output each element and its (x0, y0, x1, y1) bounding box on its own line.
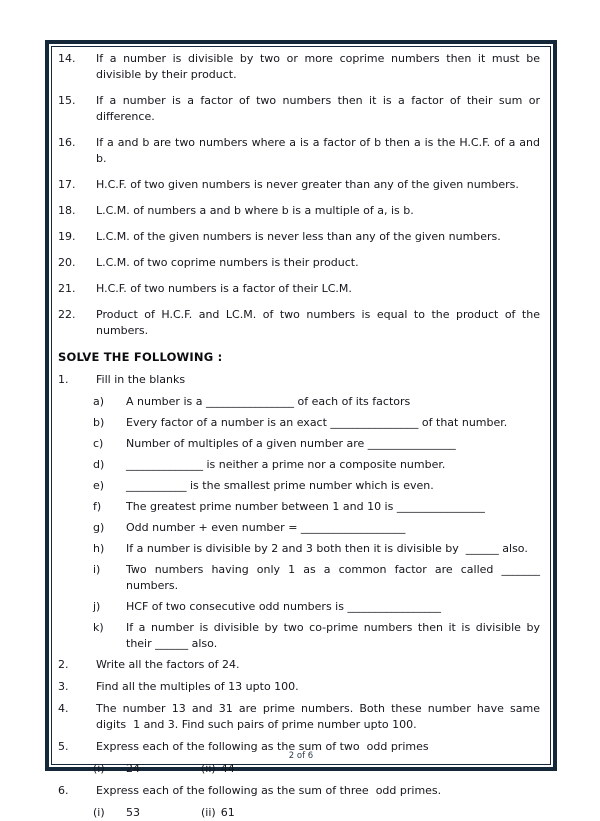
statement-row (58, 203, 540, 219)
statement-number: 20. (58, 256, 76, 269)
subitem-row (93, 415, 540, 431)
subitem-row (93, 599, 540, 615)
subitem-row (93, 541, 540, 557)
statement-text: L.C.M. of numbers a and b where b is a multiple of a, is b. (96, 204, 414, 217)
statement-number: 14. (58, 52, 76, 65)
problem-text: The number 13 and 31 are prime numbers. Both these number have same digits 1 and 3. Find such pairs of prime number upto 100. (96, 702, 544, 731)
problem-number: 3. (58, 680, 69, 693)
problem-text: Express each of the following as the sum of three odd primes. (96, 784, 442, 797)
problem-number: 4. (58, 702, 69, 715)
worksheet-content (51, 46, 551, 819)
subitem-text: Two numbers having only 1 as a common factor are called _______ numbers. (126, 563, 544, 592)
subitem-letter: j) (93, 600, 101, 613)
statement-text: H.C.F. of two given numbers is never greater than any of the given numbers. (96, 178, 519, 191)
worksheet-page-frame (45, 40, 557, 819)
part-label: (i) (93, 762, 105, 775)
subitem-letter: k) (93, 621, 104, 634)
subitem-letter: d) (93, 458, 105, 471)
problem-row (58, 783, 540, 799)
problem-number: 5. (58, 740, 69, 753)
subitem-row (93, 457, 540, 473)
statement-row (58, 135, 544, 167)
subitem-row (93, 394, 540, 410)
subitem-row (93, 520, 540, 536)
subitem-letter: g) (93, 521, 105, 534)
statement-text: L.C.M. of two coprime numbers is their product. (96, 256, 359, 269)
subitem-text: Odd number + even number = ___________________ (126, 521, 406, 534)
problem-row (58, 657, 540, 673)
statement-row (58, 93, 544, 125)
subitem-text: Number of multiples of a given number are ________________ (126, 437, 456, 450)
statement-number: 22. (58, 308, 76, 321)
statement-text: L.C.M. of the given numbers is never less than any of the given numbers. (96, 230, 501, 243)
subitem-row (93, 562, 544, 594)
subitem-letter: e) (93, 479, 105, 492)
problem-text: Fill in the blanks (96, 373, 186, 386)
subitem-text: The greatest prime number between 1 and 10 is ________________ (126, 500, 485, 513)
part-value: 24 (126, 762, 140, 775)
problem-number: 6. (58, 784, 69, 797)
statement-row (58, 229, 540, 245)
problem-number: 1. (58, 373, 69, 386)
subitem-row (93, 478, 540, 494)
problem-number: 2. (58, 658, 69, 671)
subitem-text: ___________ is the smallest prime number which is even. (126, 479, 434, 492)
problem-text: Find all the multiples of 13 upto 100. (96, 680, 299, 693)
parts-row (93, 805, 540, 821)
subitem-text: Every factor of a number is an exact ________________ of that number. (126, 416, 508, 429)
statement-row (58, 177, 540, 193)
subitem-letter: i) (93, 563, 101, 576)
statement-text: H.C.F. of two numbers is a factor of their LC.M. (96, 282, 352, 295)
problem-row (58, 701, 544, 733)
subitem-row (93, 436, 540, 452)
subitem-row (93, 620, 544, 652)
part-value: 53 (126, 806, 140, 819)
statement-number: 15. (58, 94, 76, 107)
subitem-letter: b) (93, 416, 105, 429)
subitem-text: HCF of two consecutive odd numbers is _________________ (126, 600, 441, 613)
subitem-letter: c) (93, 437, 104, 450)
part-label: (i) (93, 806, 105, 819)
part-label: (ii) (201, 762, 216, 775)
page-number: 2 of 6 (288, 751, 314, 761)
parts-row (93, 761, 540, 777)
problem-row (58, 372, 540, 388)
statement-text: If a number is divisible by two or more coprime numbers then it must be divisible by their product. (96, 52, 544, 81)
statement-number: 18. (58, 204, 76, 217)
subitem-row (93, 499, 540, 515)
statement-row (58, 51, 544, 83)
statement-row (58, 255, 540, 271)
subitem-letter: h) (93, 542, 105, 555)
statement-number: 21. (58, 282, 76, 295)
statement-row (58, 307, 544, 339)
problem-text: Write all the factors of 24. (96, 658, 240, 671)
problem-row (58, 679, 540, 695)
subitem-text: A number is a ________________ of each of its factors (126, 395, 411, 408)
statement-number: 19. (58, 230, 76, 243)
subitem-letter: a) (93, 395, 105, 408)
part-value: 44 (220, 762, 235, 775)
part-value: 61 (220, 806, 235, 819)
subitem-text: If a number is divisible by 2 and 3 both then it is divisible by ______ also. (126, 542, 528, 555)
statement-text: Product of H.C.F. and LC.M. of two numbers is equal to the product of the numbers. (96, 308, 544, 337)
subitem-text: ______________ is neither a prime nor a composite number. (126, 458, 446, 471)
part-label: (ii) (201, 806, 216, 819)
subitem-letter: f) (93, 500, 102, 513)
statement-row (58, 281, 540, 297)
statement-number: 17. (58, 178, 76, 191)
statement-number: 16. (58, 136, 76, 149)
subitem-text: If a number is divisible by two co-prime numbers then it is divisible by their ______ also. (126, 621, 544, 650)
statement-text: If a number is a factor of two numbers then it is a factor of their sum or difference. (96, 94, 544, 123)
problem-text: Express each of the following as the sum of two odd primes (96, 740, 429, 753)
statement-text: If a and b are two numbers where a is a factor of b then a is the H.C.F. of a and b. (96, 136, 544, 165)
section-heading: SOLVE THE FOLLOWING : (58, 350, 223, 364)
